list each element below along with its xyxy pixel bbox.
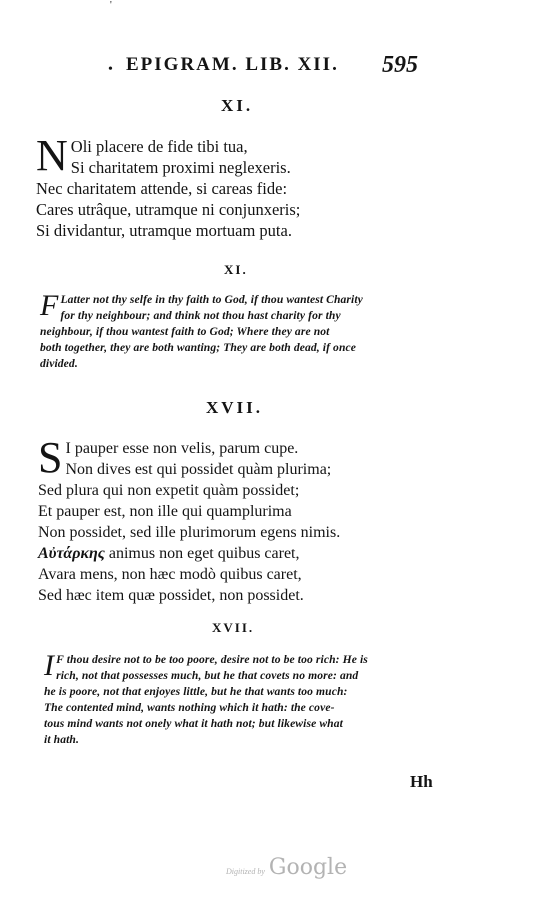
- prose-line: Latter not thy selfe in thy faith to God, if thou wantest Charity: [60, 293, 363, 306]
- catchword: Hh: [410, 772, 433, 791]
- prose-line: both together, they are both wanting; They are both dead, if once: [40, 341, 356, 354]
- latin-epigram: [36, 131, 301, 241]
- greek-word: Αὐτάρκης: [38, 545, 105, 562]
- translation-heading: XI.: [224, 262, 248, 277]
- verse-line: I pauper esse non velis, parum cupe.: [65, 440, 299, 457]
- header-bullet: •: [108, 62, 113, 77]
- prose-line: he is poore, not that enjoyes little, but he that wants too much:: [44, 685, 348, 698]
- latin-epigram: [38, 433, 341, 606]
- verse-line: Sed plura qui non expetit quàm possidet;: [38, 482, 300, 499]
- verse-line: Avara mens, non hæc modò quibus caret,: [38, 566, 302, 583]
- watermark-logo: Google: [268, 855, 348, 880]
- verse-line: Oli placere de fide tibi tua,: [70, 137, 248, 156]
- verse-line: Cares utrâque, utramque ni conjunxeris;: [36, 200, 301, 219]
- page-number: 595: [382, 52, 418, 78]
- prose-line: tous mind wants not onely what it hath not; but likewise what: [44, 717, 343, 730]
- english-translation: [44, 649, 436, 748]
- verse-line: Nec charitatem attende, si careas fide:: [36, 179, 288, 198]
- prose-line: F thou desire not to be too poore, desire not to be too rich: He is: [56, 653, 368, 666]
- english-translation: [40, 289, 438, 372]
- watermark-prefix: Digitized by: [226, 867, 265, 876]
- page-mark: ': [110, 0, 112, 11]
- verse-line: [38, 543, 340, 564]
- drop-cap: N: [36, 131, 68, 180]
- prose-line: rich, not that possesses much, but he that covets no more: and: [56, 669, 359, 682]
- verse-text: animus non eget quibus caret,: [108, 545, 300, 562]
- verse-line: Non possidet, sed ille plurimorum egens nimis.: [38, 524, 341, 541]
- verse-line: Non dives est qui possidet quàm plurima;: [65, 461, 332, 478]
- translation-heading: XVII.: [212, 620, 255, 635]
- drop-cap: F: [40, 289, 59, 322]
- epigram-heading: XI.: [221, 96, 254, 115]
- verse-line: Et pauper est, non ille qui quamplurima: [38, 503, 292, 520]
- drop-cap: I: [44, 649, 55, 682]
- epigram-heading: XVII.: [206, 398, 264, 417]
- prose-line: The contented mind, wants nothing which it hath: the cove-: [44, 701, 335, 714]
- prose-line: it hath.: [44, 733, 79, 746]
- prose-line: divided.: [40, 357, 78, 370]
- prose-line: neighbour, if thou wantest faith to God; Where they are not: [40, 325, 330, 338]
- running-head: EPIGRAM. LIB. XII.: [126, 54, 339, 75]
- verse-line: Si charitatem proximi neglexeris.: [70, 158, 291, 177]
- drop-cap: S: [38, 433, 63, 482]
- verse-line: Sed hæc item quæ possidet, non possidet.: [38, 587, 304, 604]
- prose-line: for thy neighbour; and think not thou hast charity for thy: [60, 309, 341, 322]
- verse-line: Si dividantur, utramque mortuam puta.: [36, 221, 292, 240]
- digitization-watermark: [226, 855, 347, 880]
